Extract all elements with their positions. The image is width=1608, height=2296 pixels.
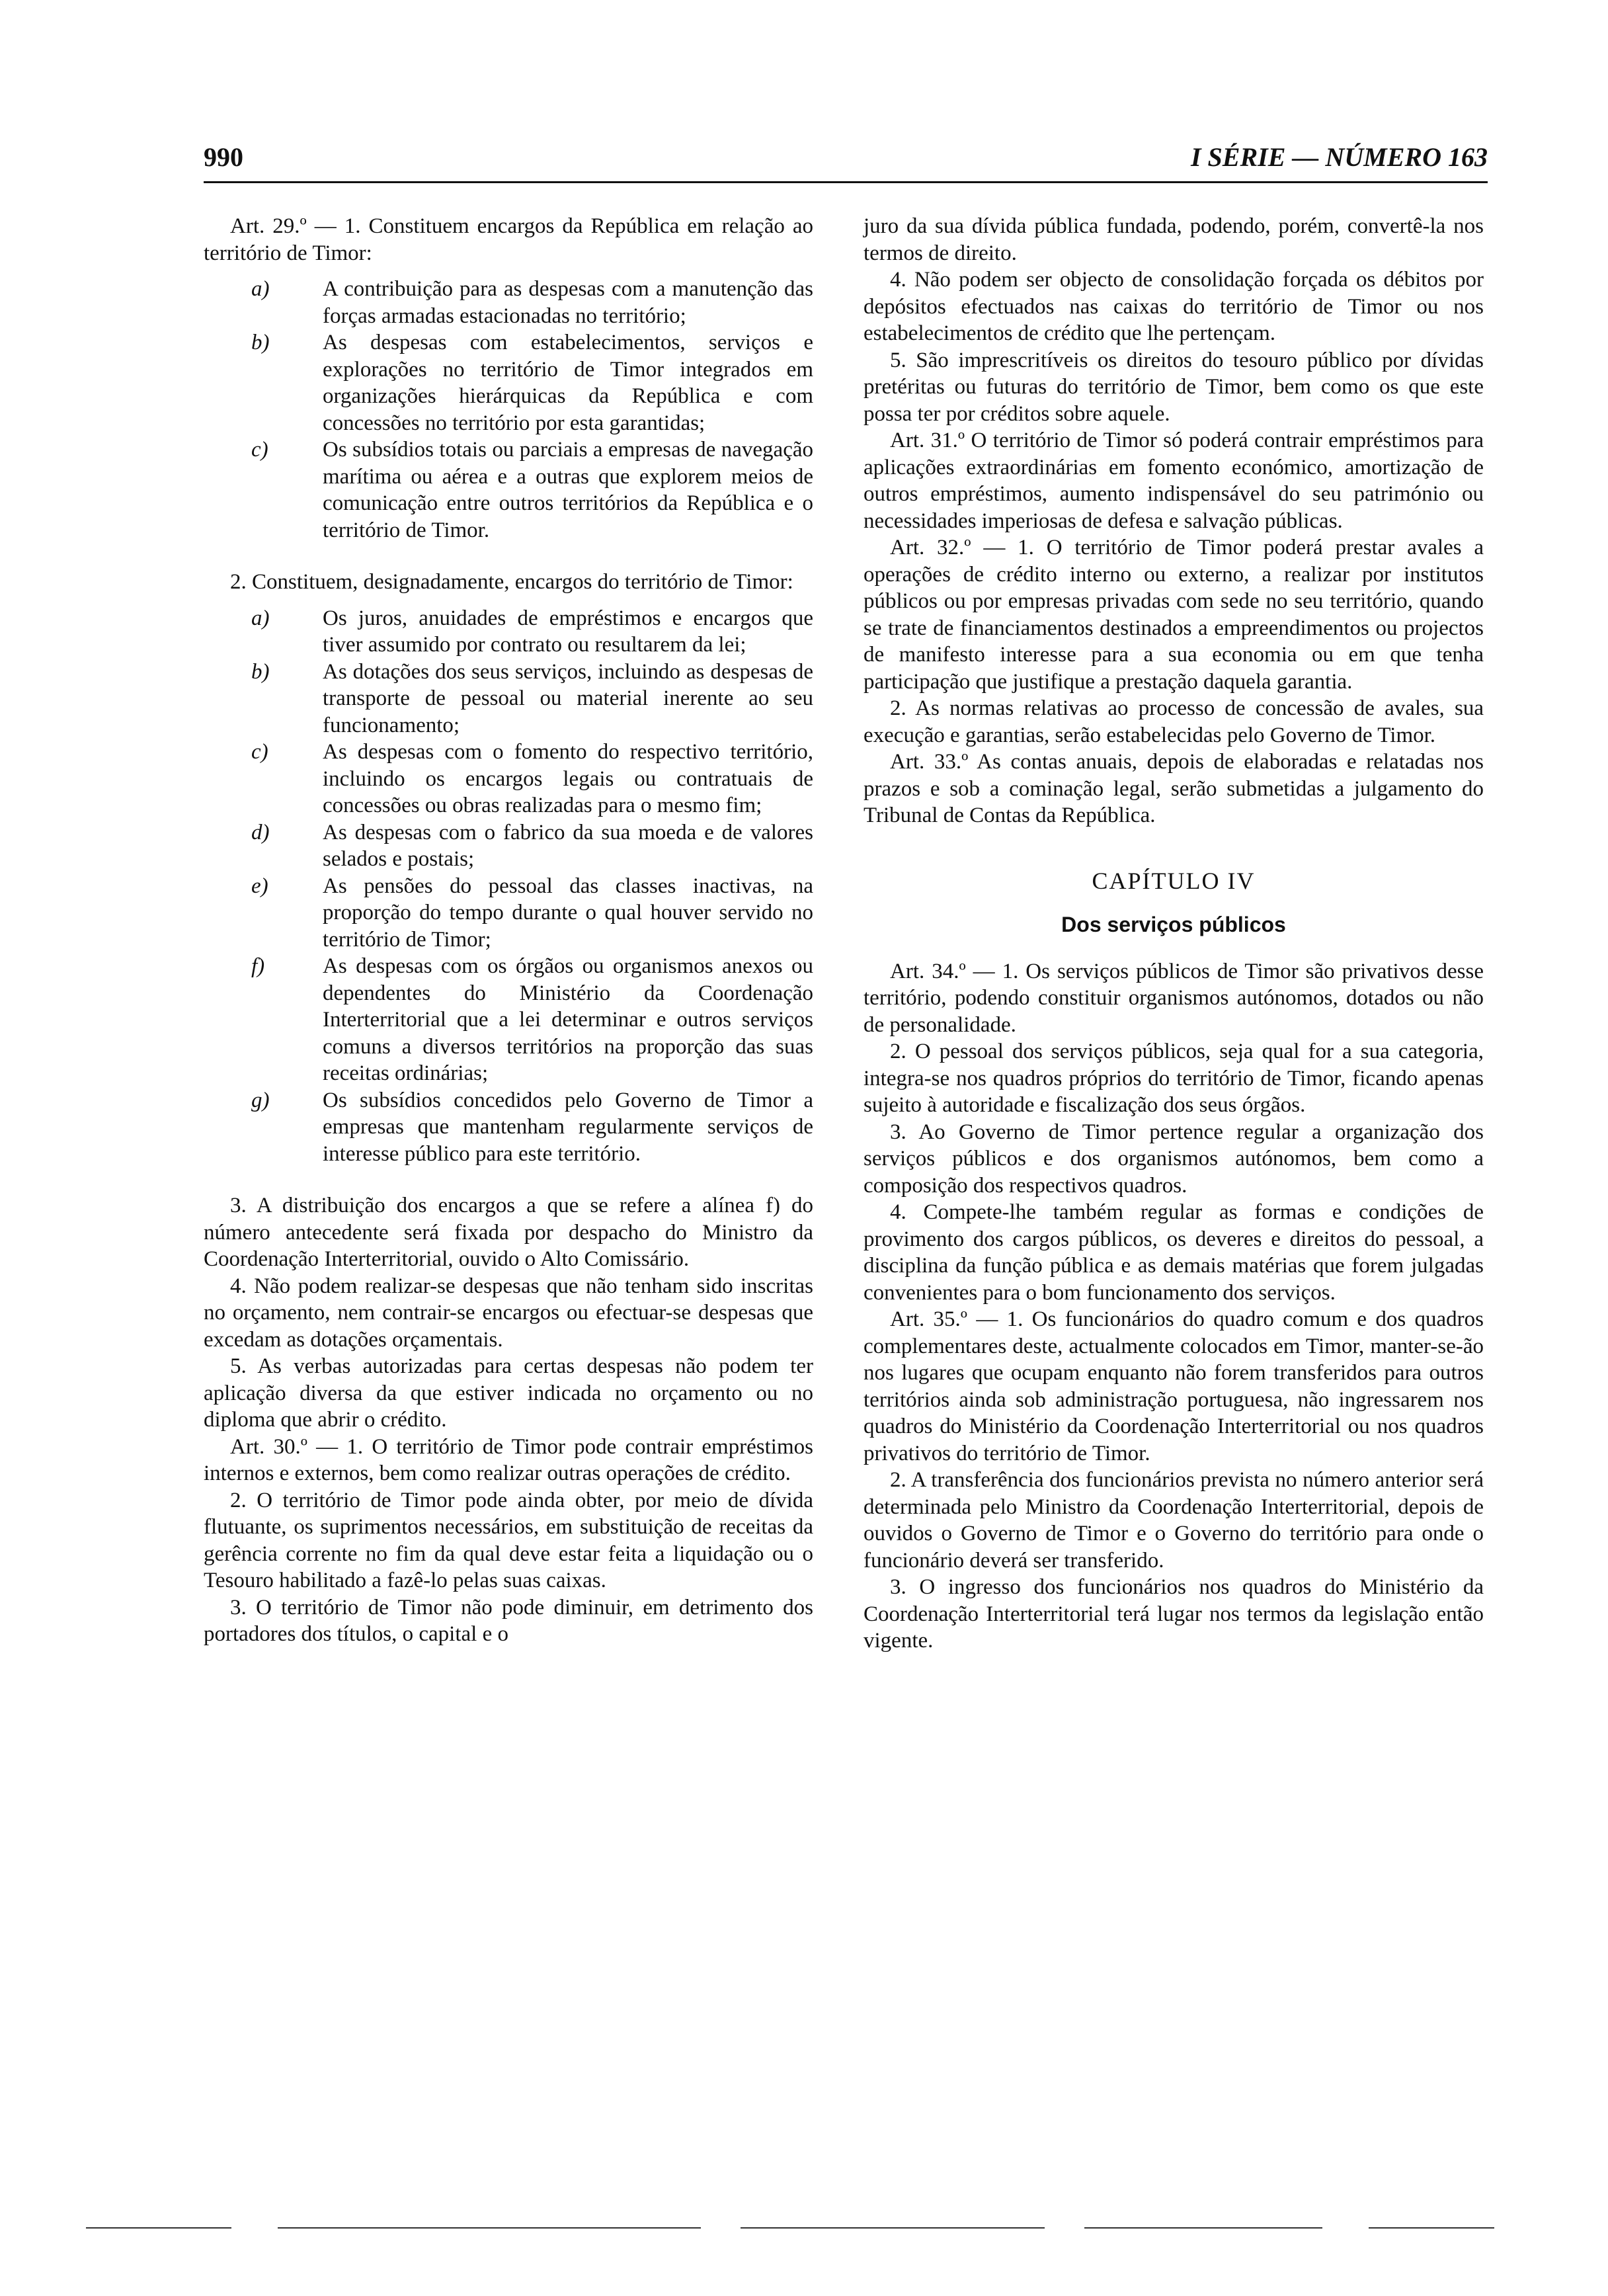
item-letter: a)	[251, 277, 270, 301]
item-letter: a)	[251, 606, 270, 630]
art33: Art. 33.º As contas anuais, depois de elaboradas e relatadas nos prazos e sob a cominação legal, serão submetidas a julgamento do Tribunal de Contas da República.	[864, 750, 1484, 827]
chapter-title: Dos serviços públicos	[1061, 913, 1286, 936]
art34-2: 2. O pessoal dos serviços públicos, seja qual for a sua categoria, integra-se nos quadros próprios do território de Timor, ficando apenas sujeito à autoridade e fiscalização dos seus órgãos.	[864, 1040, 1484, 1117]
right-column	[864, 213, 1484, 1655]
art35-1: Art. 35.º — 1. Os funcionários do quadro comum e dos quadros complementares deste, actualmente colocados em Timor, manter-se-ão nos lugares que ocupam enquanto não forem transferidos para outros territórios ainda sob administração portuguesa, não ingressarem nos quadros do Ministério da Coordenação Interterritorial ou nos quadros privativos do território de Timor.	[864, 1307, 1484, 1465]
item-letter: c)	[251, 740, 268, 764]
header-rule	[204, 181, 1488, 183]
art30-2: 2. O território de Timor pode ainda obter, por meio de dívida flutuante, os suprimentos necessários, em substituição de receitas da gerência corrente no fim da qual deve estar feita a liquidação ou o Tesouro habilitado a fazê-lo pelas suas caixas.	[204, 1488, 813, 1592]
item-text: Os subsídios concedidos pelo Governo de Timor a empresas que mantenham regularmente serviços de interesse público para este território.	[323, 1088, 813, 1166]
art30-1: Art. 30.º — 1. O território de Timor pode contrair empréstimos internos e externos, bem como realizar outras operações de crédito.	[204, 1434, 813, 1485]
list-item	[204, 659, 813, 739]
art35-2: 2. A transferência dos funcionários prevista no número anterior será determinada pelo Ministro da Coordenação Interterritorial, depois de ouvidos o Governo de Timor e o Governo do território para onde o funcionário deverá ser transferido.	[864, 1468, 1484, 1573]
list-item	[204, 953, 813, 1087]
item-letter: g)	[251, 1088, 270, 1112]
footer-rule	[741, 2227, 1045, 2229]
item-text: Os juros, anuidades de empréstimos e encargos que tiver assumido por contrato ou resultarem da lei;	[323, 606, 813, 657]
art34-4: 4. Compete-lhe também regular as formas e condições de provimento dos cargos públicos, os deveres e direitos do pessoal, a disciplina da função pública e as demais matérias que forem julgadas convenientes para o bom funcionamento dos serviços.	[864, 1200, 1484, 1305]
item-text: As pensões do pessoal das classes inactivas, na proporção do tempo durante o qual houver servido no território de Timor;	[323, 874, 813, 952]
item-letter: e)	[251, 874, 268, 898]
art29-3: 3. A distribuição dos encargos a que se refere a alínea f) do número antecedente será fixada por despacho do Ministro da Coordenação Interterritorial, ouvido o Alto Comissário.	[204, 1194, 813, 1271]
item-letter: f)	[251, 954, 265, 978]
list-item	[204, 739, 813, 819]
art34-3: 3. Ao Governo de Timor pertence regular a organização dos serviços públicos e dos organismos autónomos, bem como a composição dos respectivos quadros.	[864, 1120, 1484, 1198]
left-column	[204, 213, 813, 1648]
art29-intro: Art. 29.º — 1. Constituem encargos da República em relação ao território de Timor:	[204, 214, 813, 265]
list-item	[204, 276, 813, 329]
art34-1: Art. 34.º — 1. Os serviços públicos de Timor são privativos desse território, podendo constituir organismos autónomos, dotados ou não de personalidade.	[864, 959, 1484, 1037]
list-item	[204, 605, 813, 659]
series-number: I SÉRIE — NÚMERO 163	[1190, 142, 1488, 172]
page-number: 990	[204, 142, 243, 172]
item-text: As despesas com estabelecimentos, serviços e explorações no território de Timor integrados em organizações hierárquicas da República e com concessões no território por esta garantidas;	[323, 331, 813, 435]
item-text: Os subsídios totais ou parciais a empresas de navegação marítima ou aérea e a outras que explorem meios de comunicação entre outros territórios da República e o território de Timor.	[323, 438, 813, 542]
footer-rule	[278, 2227, 701, 2229]
item-text: A contribuição para as despesas com a manutenção das forças armadas estacionadas no território;	[323, 277, 813, 328]
list-item	[204, 1087, 813, 1168]
item-letter: d)	[251, 820, 270, 844]
art29-5: 5. As verbas autorizadas para certas despesas não podem ter aplicação diversa da que estiver indicada no orçamento ou no diploma que abrir o crédito.	[204, 1354, 813, 1432]
item-letter: c)	[251, 438, 268, 462]
art30-4: 4. Não podem ser objecto de consolidação forçada os débitos por depósitos efectuados nas caixas do território de Timor ou nos estabelecimentos de crédito que lhe pertençam.	[864, 268, 1484, 345]
art29-2-list	[204, 605, 813, 1168]
footer-rule	[1084, 2227, 1322, 2229]
item-text: As despesas com o fomento do respectivo território, incluindo os encargos legais ou contratuais de concessões ou obras realizadas para o mesmo fim;	[323, 740, 813, 817]
list-item	[204, 436, 813, 544]
item-letter: b)	[251, 659, 270, 684]
art29-1-list	[204, 276, 813, 544]
art30-3: 3. O território de Timor não pode diminuir, em detrimento dos portadores dos títulos, o capital e o	[204, 1595, 813, 1646]
art30-3-continued: juro da sua dívida pública fundada, podendo, porém, convertê-la nos termos de direito.	[864, 214, 1484, 265]
list-item	[204, 873, 813, 954]
list-item	[204, 819, 813, 873]
art29-2-intro: 2. Constituem, designadamente, encargos do território de Timor:	[230, 570, 793, 594]
footer-rules	[0, 2227, 1608, 2234]
item-letter: b)	[251, 331, 270, 354]
art29-4: 4. Não podem realizar-se despesas que não tenham sido inscritas no orçamento, nem contrair-se encargos ou efectuar-se despesas que excedam as dotações orçamentais.	[204, 1274, 813, 1352]
item-text: As despesas com os órgãos ou organismos anexos ou dependentes do Ministério da Coordenação Interterritorial que a lei determinar e outros serviços comuns a diversos territórios na proporção das suas receitas ordinárias;	[323, 954, 813, 1085]
art30-5: 5. São imprescritíveis os direitos do tesouro público por dívidas pretéritas ou futuras do território de Timor, bem como os que este possa ter por créditos sobre aquele.	[864, 348, 1484, 426]
chapter-heading: CAPÍTULO IV	[1092, 867, 1256, 894]
footer-rule	[86, 2227, 231, 2229]
item-text: As despesas com o fabrico da sua moeda e de valores selados e postais;	[323, 820, 813, 871]
art32-1: Art. 32.º — 1. O território de Timor poderá prestar avales a operações de crédito interno ou externo, a realizar por institutos públicos ou por empresas privadas com sede no seu território, quando se trate de financiamentos destinados a empreendimentos ou projectos de manifesto interesse para a sua economia ou em que tenha participação que justifique a prestação daquela garantia.	[864, 536, 1484, 694]
art31: Art. 31.º O território de Timor só poderá contrair empréstimos para aplicações extraordinárias em fomento económico, amortização de outros empréstimos, aumento indispensável do seu património ou necessidades imperiosas de defesa e salvação públicas.	[864, 429, 1484, 533]
art35-3: 3. O ingresso dos funcionários nos quadros do Ministério da Coordenação Interterritorial terá lugar nos termos da legislação então vigente.	[864, 1575, 1484, 1653]
art32-2: 2. As normas relativas ao processo de concessão de avales, sua execução e garantias, serão estabelecidas pelo Governo de Timor.	[864, 696, 1484, 747]
list-item	[204, 329, 813, 436]
item-text: As dotações dos seus serviços, incluindo as despesas de transporte de pessoal ou material inerente ao seu funcionamento;	[323, 659, 813, 737]
footer-rule	[1369, 2227, 1494, 2229]
